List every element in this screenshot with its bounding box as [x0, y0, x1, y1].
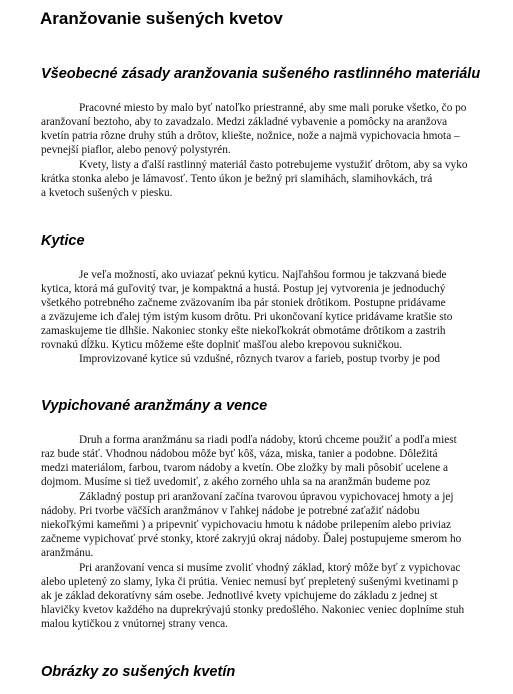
paragraph-line: hlavičky kvetov každého na duprekrývajú stonky predošlého. Nakoniec veniec doplníme stuh	[41, 604, 465, 616]
paragraph-line: kytica, ktorá má guľovitý tvar, je kompaktná a hustá. Postup jej vytvorenia je jednoduchý	[41, 283, 446, 295]
paragraph-line: krátka stonka alebo je lámavosť. Tento úkon je bežný pri slamihách, slamihovkách, trá	[41, 173, 433, 185]
paragraph-line: alebo upletený zo slamy, lyka či prútia. Veniec nemusí byť prepletený sušenými kvetinami p	[41, 576, 459, 588]
paragraph-line: pevnejší piaflor, alebo penový polystyrén.	[41, 144, 231, 156]
paragraph-line: dojmom. Musíme si tiež uvedomiť, z akého zorného uhla sa na aranžmán budeme poz	[41, 476, 431, 488]
paragraph-line: nádoby. Pri tvorbe väčších aranžmánov v ľahkej nádobe je potrebné zaťažiť nádobu	[41, 505, 420, 517]
paragraph-line: Pri aranžovaní venca si musíme zvoliť vhodný základ, ktorý môže byť z vypichovac	[79, 562, 461, 574]
section-heading-pictures: Obrázky zo sušených kvetín	[41, 664, 236, 680]
paragraph-line: Pracovné miesto by malo byť natoľko priestranné, aby sme mali poruke všetko, čo po	[79, 102, 467, 114]
paragraph-line: začneme vypichovať prvé stonky, ktoré zakryjú okraj nádoby. Ďalej postupujeme smerom ho	[41, 533, 462, 545]
paragraph-line: zamaskujeme tie dlhšie. Nakoniec stonky ešte niekoľkokrát obmotáme drôtikom a zastrih	[41, 325, 446, 337]
paragraph-line: medzi materiálom, farbou, tvarom nádoby a kvetín. Obe zložky by mali pôsobiť ucelene a	[41, 462, 448, 474]
paragraph-line: kvetín patria rôzne druhy stúh a drôtov, kliešte, nožnice, nože a najmä vypichovacia hmota –	[41, 130, 460, 142]
paragraph-line: raz bude stáť. Vhodnou nádobou môže byť kôš, váza, miska, tanier a podobne. Dôležitá	[41, 448, 438, 460]
paragraph-line: Kvety, listy a ďalší rastlinný materiál často potrebujeme vystužiť drôtom, aby sa vyko	[79, 159, 468, 171]
paragraph-line: Druh a forma aranžmánu sa riadi podľa nádoby, ktorú chceme použiť a podľa miest	[79, 434, 457, 446]
section-heading-arrangements: Vypichované aranžmány a vence	[41, 398, 268, 414]
paragraph-line: aranžmánu.	[41, 547, 94, 559]
section-heading-bouquets: Kytice	[41, 233, 85, 249]
paragraph-line: Základný postup pri aranžovaní začína tvarovou úpravou vypichovacej hmoty a jej	[79, 491, 454, 503]
paragraph-line: malou kytičkou z vnútornej strany venca.	[41, 618, 228, 630]
paragraph-line: a zväzujeme ich ďalej tým istým kusom drôtu. Pri ukončovaní kytice pridávame kratšie sto	[41, 311, 453, 323]
paragraph-line: rovnakú dĺžku. Kyticu môžeme ešte doplniť mašľou alebo krepovou sukničkou.	[41, 339, 403, 351]
paragraph-line: všetkého potrebného začneme zväzovaním iba pár stoniek drôtikom. Postupne pridávame	[41, 297, 446, 309]
document-title: Aranžovanie sušených kvetov	[40, 9, 283, 28]
paragraph-line: a kvetoch sušených v piesku.	[41, 187, 173, 199]
paragraph-line: Improvizované kytice sú vzdušné, rôznych tvarov a farieb, postup tvorby je pod	[79, 353, 441, 365]
section-heading-general: Všeobecné zásady aranžovania sušeného rastlinného materiálu	[41, 66, 481, 82]
paragraph-line: niekoľkými kameňmi ) a pripevniť vypichovaciu hmotu k nádobe prilepením alebo priviaz	[41, 519, 452, 531]
paragraph-line: ak je základ dekoratívny sám osebe. Jednotlivé kvety vpichujeme do základu z jednej st	[41, 590, 438, 602]
paragraph-line: aranžovaní beztoho, aby to zavadzalo. Medzi základné vybavenie a pomôcky na aranžova	[41, 116, 448, 128]
paragraph-line: Je veľa možností, ako uviazať peknú kyticu. Najľahšou formou je takzvaná biede	[79, 269, 447, 281]
